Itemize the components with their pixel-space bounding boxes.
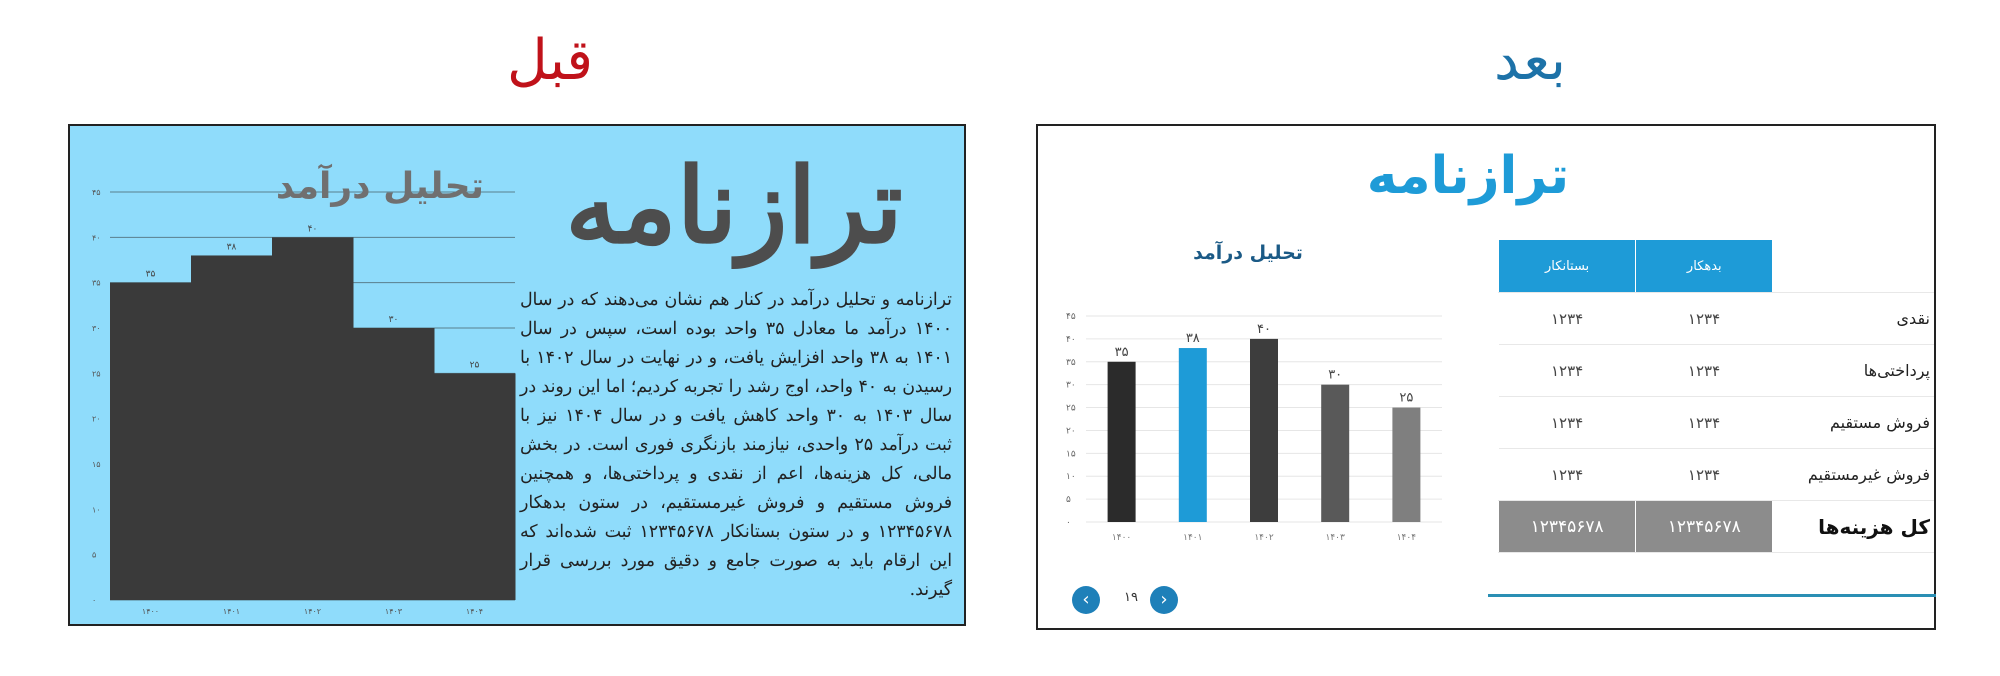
y-tick-label: ۴۵	[1066, 312, 1076, 322]
x-tick-label: ۱۴۰۱	[222, 607, 241, 616]
x-tick-label: ۱۴۰۱	[1183, 533, 1203, 543]
y-tick-label: ۳۰	[92, 324, 101, 333]
x-tick-label: ۱۴۰۲	[1254, 533, 1274, 543]
table-row	[1499, 449, 1935, 501]
debit-cell: ۱۲۳۴	[1636, 397, 1773, 449]
y-tick-label: ۳۰	[1066, 380, 1076, 391]
y-tick-label: ۲۵	[1066, 403, 1076, 414]
y-tick-label: ۰	[92, 596, 97, 605]
y-tick-label: ۱۵	[92, 460, 101, 469]
credit-cell: ۱۲۳۴	[1499, 449, 1636, 501]
x-tick-label: ۱۴۰۳	[1325, 533, 1345, 543]
table-header-empty	[1772, 240, 1934, 293]
x-tick-label: ۱۴۰۲	[303, 607, 322, 616]
credit-cell: ۱۲۳۴	[1499, 293, 1636, 345]
bar	[1321, 385, 1349, 522]
bar-value-label: ۳۵	[1114, 344, 1129, 360]
row-label: فروش غیرمستقیم	[1772, 449, 1934, 501]
table-row	[1499, 345, 1935, 397]
chevron-right-icon[interactable]: ›	[1150, 586, 1178, 614]
row-label: نقدی	[1772, 293, 1934, 345]
y-tick-label: ۱۰	[92, 505, 101, 515]
bar	[1108, 362, 1136, 522]
y-tick-label: ۵	[92, 550, 97, 560]
total-label: کل هزینه‌ها	[1772, 501, 1934, 553]
before-chart-title: تحلیل درآمد	[275, 166, 485, 207]
bar-value-label: ۳۸	[1185, 331, 1200, 347]
y-tick-label: ۱۰	[1066, 472, 1076, 483]
bar	[1179, 348, 1207, 522]
x-tick-label: ۱۴۰۴	[465, 607, 484, 616]
bar	[1392, 408, 1420, 522]
bar	[353, 328, 435, 600]
bar	[1250, 339, 1278, 522]
table-row	[1499, 293, 1935, 345]
y-tick-label: ۱۵	[1066, 449, 1076, 460]
y-tick-label: ۰	[1066, 518, 1071, 528]
y-tick-label: ۴۰	[1066, 334, 1076, 345]
after-bar-chart	[1038, 126, 1458, 556]
debit-cell: ۱۲۳۴	[1636, 293, 1773, 345]
y-tick-label: ۳۵	[1066, 357, 1076, 368]
table-total-row	[1499, 501, 1935, 553]
before-body-text: ترازنامه و تحلیل درآمد در کنار هم نشان می‌دهند که در سال ۱۴۰۰ درآمد ما معادل ۳۵ واحد بوده است، سپس در سال ۱۴۰۱ به ۳۸ واحد افزایش یافت، و در نهایت در سال ۱۴۰۲ با رسیدن به ۴۰ واحد، اوج رشد را تجربه کردیم؛ اما این روند در سال ۱۴۰۳ به ۳۰ واحد کاهش یافت و در سال ۱۴۰۴ نیز با ثبت درآمد ۲۵ واحدی، نیازمند بازنگری فوری است. در بخش مالی، کل هزینه‌ها، اعم از نقدی و پرداختی‌ها، و همچنین فروش مستقیم و فروش غیرمستقیم، در ستون بدهکار ۱۲۳۴۵۶۷۸ و در ستون بستانکار ۱۲۳۴۵۶۷۸ ثبت شده‌اند که این ارقام باید به صورت جامع و دقیق مورد بررسی قرار گیرند.	[520, 290, 953, 600]
bar-value-label: ۳۵	[145, 269, 156, 280]
before-slide	[68, 124, 966, 626]
after-slide	[1036, 124, 1936, 630]
slide-pager	[1072, 584, 1192, 616]
bar	[191, 255, 273, 600]
bar	[434, 373, 516, 600]
y-tick-label: ۵	[1066, 495, 1071, 506]
bar-value-label: ۳۰	[388, 315, 399, 325]
x-tick-label: ۱۴۰۰	[141, 607, 160, 616]
bar-value-label: ۲۵	[469, 360, 480, 371]
page-number: ۱۹	[1124, 590, 1138, 605]
table-row	[1499, 397, 1935, 449]
after-chart-title: تحلیل درآمد	[1193, 242, 1303, 264]
table-header-credit: بستانکار	[1499, 240, 1636, 293]
after-label: بعد	[1494, 28, 1566, 93]
credit-cell: ۱۲۳۴	[1499, 345, 1636, 397]
table-header-debit: بدهکار	[1636, 240, 1773, 293]
debit-cell: ۱۲۳۴	[1636, 449, 1773, 501]
y-tick-label: ۲۰	[92, 414, 101, 424]
bar	[272, 237, 354, 600]
credit-cell: ۱۲۳۴	[1499, 397, 1636, 449]
x-tick-label: ۱۴۰۴	[1396, 533, 1417, 543]
after-slide-title: ترازنامه	[1366, 146, 1570, 206]
accent-divider	[1488, 594, 1936, 597]
before-slide-title: ترازنامه	[565, 144, 903, 267]
bar-value-label: ۴۰	[307, 224, 318, 235]
bar-value-label: ۳۰	[1328, 367, 1343, 383]
total-debit-cell: ۱۲۳۴۵۶۷۸	[1636, 501, 1773, 553]
y-tick-label: ۲۵	[92, 369, 101, 379]
x-tick-label: ۱۴۰۳	[384, 607, 403, 616]
row-label: پرداختی‌ها	[1772, 345, 1934, 397]
x-tick-label: ۱۴۰۰	[1111, 533, 1132, 543]
bar-value-label: ۴۰	[1257, 321, 1271, 337]
debit-cell: ۱۲۳۴	[1636, 345, 1773, 397]
bar-value-label: ۳۸	[226, 242, 237, 253]
before-label: قبل	[506, 28, 594, 93]
bar-value-label: ۲۵	[1399, 390, 1414, 406]
total-credit-cell: ۱۲۳۴۵۶۷۸	[1499, 501, 1636, 553]
y-tick-label: ۳۵	[92, 278, 101, 288]
table-header-row	[1499, 240, 1935, 293]
balance-table	[1498, 240, 1934, 553]
y-tick-label: ۴۵	[92, 188, 101, 197]
y-tick-label: ۲۰	[1066, 426, 1076, 437]
row-label: فروش مستقیم	[1772, 397, 1934, 449]
bar	[110, 283, 192, 600]
chevron-left-icon[interactable]: ‹	[1072, 586, 1100, 614]
y-tick-label: ۴۰	[92, 233, 101, 243]
